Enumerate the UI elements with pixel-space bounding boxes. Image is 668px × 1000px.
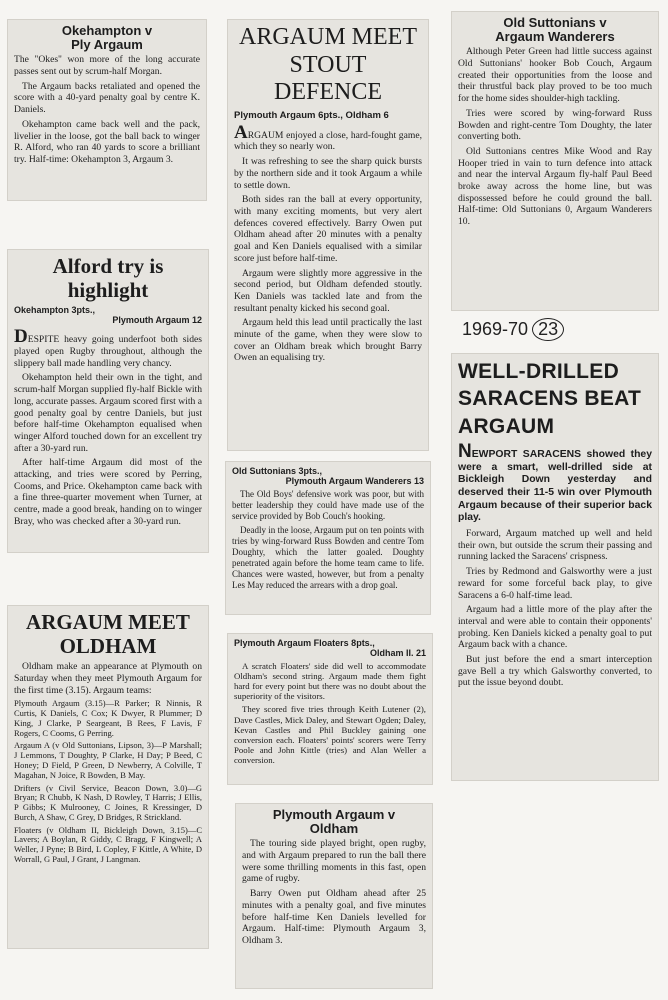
paragraph: After half-time Argaum did most of the attacking, and tries were scored by Perring, Cooms, and Price. Okehampton came back with a fine three-quarter movement when Turner, at centre, made a good break, handing on to winger Bray, who was checked after a 30-yard run. — [14, 457, 202, 527]
clipping-argaum-meet-stout-defence — [228, 20, 428, 450]
drop-cap: N — [458, 440, 472, 462]
season-label: 1969-70 — [462, 319, 529, 339]
paragraph: ARGAUM enjoyed a close, hard-fought game, which they so nearly won. — [234, 121, 422, 153]
paragraph: Tries by Redmond and Galsworthy were a just reward for some forceful back play, to give Saracens a 6-0 half-time lead. — [458, 566, 652, 601]
headline: ARGAUM MEET STOUT DEFENCE — [239, 24, 417, 106]
circled-number: 23 — [532, 318, 564, 341]
handwritten-season-note — [462, 318, 564, 341]
paragraph: Forward, Argaum matched up well and held their own, but outside the scrum their passing and running lacked the Saracens' crispness. — [458, 528, 652, 563]
paragraph: Oldham make an appearance at Plymouth on Saturday when they meet Plymouth Argaum for the first time (3.15). Argaum teams: — [14, 661, 202, 696]
score-line-away: Plymouth Argaum 12 — [112, 315, 202, 326]
clipping-alford-try-is-highlight — [8, 250, 208, 552]
headline: Plymouth Argaum v Oldham — [272, 807, 396, 836]
clipping-argaum-meet-oldham — [8, 606, 208, 948]
paragraph: The "Okes" won more of the long accurate passes sent out by scrum-half Morgan. — [14, 54, 200, 77]
paragraph: But just before the end a smart interception gave Bell a try which Galsworthy converted, to put the issue beyond doubt. — [458, 654, 652, 689]
clipping-okehampton-v-ply-argaum — [8, 20, 206, 200]
team-list: Floaters (v Oldham II, Bickleigh Down, 3.15)—C Lavers; A Boylan, R Giddy, C Bragg, F Kingwell; A Weller, J Pyne; B Bird, L Copley, F Kittle, A White, D Worrall, G Paul, J Grant, J Langman. — [14, 824, 202, 864]
headline: Alford try is highlight — [52, 254, 164, 303]
paragraph: Okehampton came back well and the pack, livelier in the loose, got the ball back to winger R. Alford, who ran 40 yards to score a brilliant try. Half-time: Okehampton 3, Argaum 3. — [14, 118, 200, 165]
score-line-home: Okehampton 3pts., — [14, 305, 96, 316]
lead-paragraph: NEWPORT SARACENS showed they were a smart, well-drilled side at Bickleigh Down yesterday and deserved their 11-5 win over Plymouth Argaum because of their superior back play. — [458, 440, 652, 524]
paragraph: Argaum held this lead until practically the last minute of the game, when they were slow to cover an Oldham break which brought Barry Owen an equalising try. — [234, 317, 422, 364]
score-line-away: Plymouth Argaum Wanderers 13 — [285, 476, 424, 486]
paragraph: It was refreshing to see the sharp quick bursts by the northern side and it took Argaum a while to settle down. — [234, 156, 422, 191]
headline: ARGAUM MEET OLDHAM — [26, 610, 190, 659]
headline: Old Suttonians v Argaum Wanderers — [495, 15, 615, 44]
paragraph: The Old Boys' defensive work was poor, but with better leadership they could have made use of the service provided by Bob Couch's hooking. — [232, 489, 424, 521]
subheading — [14, 305, 202, 325]
subheading — [234, 110, 422, 121]
paragraph: Argaum had a little more of the play after the interval and were able to contain their opponents' probing. Ken Daniels kicked a penalty goal to put Argaum back with a chance. — [458, 604, 652, 651]
score-line: Plymouth Argaum 6pts., Oldham 6 — [234, 109, 389, 121]
headline: Okehampton v Ply Argaum — [61, 23, 153, 52]
drop-cap: A — [234, 121, 248, 143]
clipping-old-suttonians-v-argaum-wanderers — [452, 12, 658, 310]
paragraph: They scored five tries through Keith Lutener (2), Dave Castles, Mick Daley, and Stewart Ogden; Daley, Kevan Castles and Phil Buckley gaining one conversion each. Floaters' points' scorers were Terry Poole and John Kittle (tries) and Alan Weller a conversion. — [234, 704, 426, 765]
paragraph: Old Suttonians centres Mike Wood and Ray Hooper tried in vain to turn defence into attack and near the interval Argaum fly-half Paul Beed broke away across the home line, but was dispossessed before he could ground the ball. Half-time: Old Suttonians 0, Argaum Wanderers 10. — [458, 145, 652, 228]
clipping-old-suttonians-3pts — [226, 462, 430, 614]
headline: WELL-DRILLED SARACENS BEAT ARGAUM — [458, 360, 642, 438]
paragraph: The Argaum backs retaliated and opened the score with a 40-yard penalty goal by centre K. Daniels. — [14, 80, 200, 116]
paragraph: A scratch Floaters' side did well to accommodate Oldham's second string. Argaum made them fight hard for every point but there was no doubt about the superiority of the visitors. — [234, 661, 426, 702]
paragraph: Deadly in the loose, Argaum put on ten points with tries by wing-forward Russ Bowden and centre Tom Doughty, which the latter goaled. Doughty penetrated again before the home team came to life. Chances were wasted, however, but from a penalty Les May reduced the arrears with a drop goal. — [232, 524, 424, 590]
team-list: Argaum A (v Old Suttonians, Lipson, 3)—P Marshall; J Lemmons, T Doughty, P Clarke, H Day; P Beed, C Honey; D Field, P Green, D Newberry, A Colville, T Magahan, N Joice, R Bowden, B May. — [14, 740, 202, 780]
score-line-home: Plymouth Argaum Floaters 8pts., — [234, 638, 375, 648]
team-list: Drifters (v Civil Service, Beacon Down, 3.0)—G Bryan; R Chubb, K Nash, D Rowley, T Harris; J Ellis, P Gibbs; K Mulrooney, C Joines, R Kressinger, D Burch, A Shaw, C Grey, D Bridges, R Strickland. — [14, 782, 202, 822]
clipping-plymouth-argaum-v-oldham — [236, 804, 432, 988]
subheading — [234, 638, 426, 658]
score-line-away: Oldham II. 21 — [369, 648, 426, 658]
clipping-well-drilled-saracens-beat-argaum — [452, 354, 658, 780]
subheading — [232, 466, 424, 486]
paragraph: Okehampton held their own in the tight, and scrum-half Morgan supplied fly-half Bickle with long, accurate passes. Argaum scored first with a good penalty goal by centre Daniels, but just before half-time Okehampton equalised when winger Alford touched down for an excellent try after a 30-yard run. — [14, 372, 202, 454]
drop-cap: D — [14, 326, 28, 348]
paragraph: Barry Owen put Oldham ahead after 25 minutes with a penalty goal, and five minutes before half-time Ken Daniels levelled for Argaum. Half-time: Plymouth Argaum 3, Oldham 3. — [242, 888, 426, 946]
paragraph: Both sides ran the ball at every opportunity, with many exciting moments, but very alert defences covered effectively. Barry Owen put Oldham ahead after 20 minutes with a penalty goal and Ken Daniels equalised with a similar score just before half-time. — [234, 194, 422, 264]
team-list: Plymouth Argaum (3.15)—R Parker; R Ninnis, R Curtis, K Daniels, C Cox; K Dwyer, R Plummer; D King, J Clarke, P Seargeant, B Rees, F Lavis, F Rogers, C Cooms, G Perring. — [14, 698, 202, 738]
paragraph: Tries were scored by wing-forward Russ Bowden and right-centre Tom Doughty, the later converting both. — [458, 107, 652, 143]
paragraph: Argaum were slightly more aggressive in the second period, but Oldham defended stoutly. Ken Daniels was tackled late and from the resultant penalty kicked his second goal. — [234, 267, 422, 314]
score-line-home: Old Suttonians 3pts., — [232, 466, 323, 476]
paragraph: The touring side played bright, open rugby, and with Argaum prepared to run the ball there were some thrilling moments in this fast, open game of rugby. — [242, 838, 426, 885]
paragraph: DESPITE heavy going underfoot both sides played open Rugby throughout, although the slippery ball made handling very chancy. — [14, 326, 202, 369]
clipping-plymouth-argaum-floaters — [228, 634, 432, 784]
paragraph: Although Peter Green had little success against Old Suttonians' hooker Bob Couch, Argaum created their opportunities from the loose and their thrustful back play proved to be too much for the home sides shoulder-high tackling. — [458, 46, 652, 105]
